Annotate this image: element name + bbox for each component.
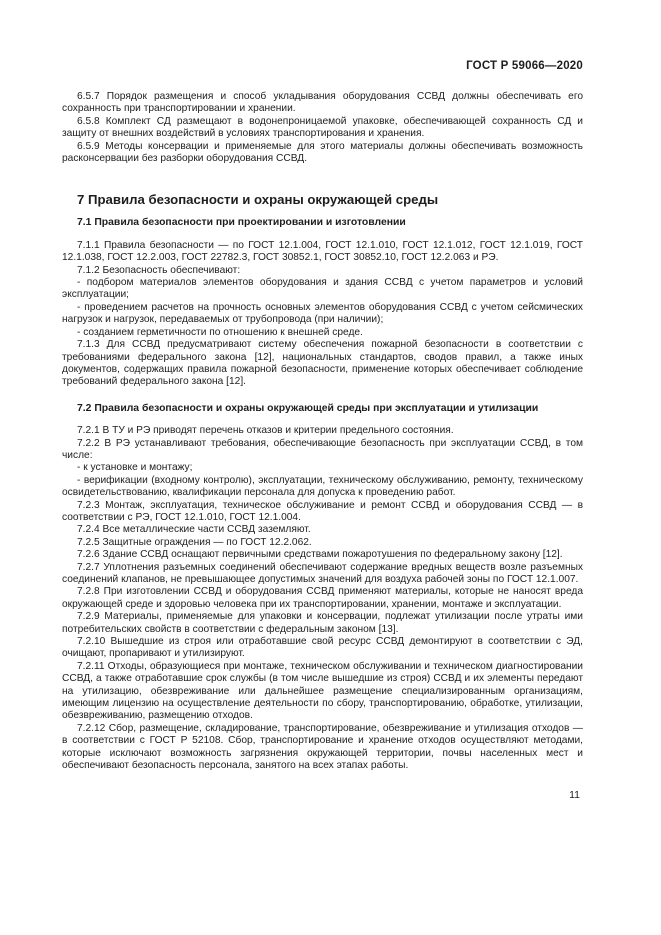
list-item: - проведением расчетов на прочность основных элементов оборудования ССВД с учетом сейсмических нагрузок и нагрузок, передаваемых от трубопровода (при наличии); — [62, 301, 583, 326]
paragraph-7-2-12: 7.2.12 Сбор, размещение, складирование, транспортирование, обезвреживание и утилизация отходов — в соответствии с ГОСТ Р 52108. Сбор, транспортирование и хранение отходов осуществляют методами, которые исключают возможность загрязнения окружающей территории, почвы населенных мест и обеспечивают безопасность персонала, занятого на всех этапах работы. — [62, 722, 583, 772]
paragraph-6-5-7: 6.5.7 Порядок размещения и способ укладывания оборудования ССВД должны обеспечивать его сохранность при транспортировании и хранении. — [62, 91, 583, 115]
standard-number: ГОСТ Р 59066—2020 — [466, 60, 583, 72]
paragraph-7-2-5: 7.2.5 Защитные ограждения — по ГОСТ 12.2.062. — [77, 536, 312, 548]
body-text — [62, 91, 583, 773]
paragraph-6-5-9: 6.5.9 Методы консервации и применяемые для этого материалы должны обеспечивать возможность расконсервации без разборки оборудования ССВД. — [62, 140, 583, 165]
paragraph-6-5-8: 6.5.8 Комплект СД размещают в водонепроницаемой упаковке, обеспечивающей сохранность СД и защиту от внешних воздействий в условиях транспортирования и хранения. — [62, 115, 583, 140]
paragraph-7-2-6: 7.2.6 Здание ССВД оснащают первичными средствами пожаротушения по федеральному закону [12]. — [77, 549, 563, 561]
paragraph-7-2-9: 7.2.9 Материалы, применяемые для упаковки и консервации, подлежат утилизации после утраты ими потребительских свойств в соответствии с федеральным законом [13]. — [62, 611, 583, 635]
paragraph-7-2-11: 7.2.11 Отходы, образующиеся при монтаже, техническом обслуживании и техническом диагностировании ССВД, а также отработавшие срок службы (в том числе вышедшие из строя) ССВД и их элементы передают на утилизацию, обезвреживание или дальнейшее размещение специализированным организациям, имеющим лицензию на осуществление деятельности по сбору, транспортированию, обработке, утилизации, обезвреживанию, размещению отходов. — [62, 660, 583, 722]
page-number: 11 — [569, 789, 580, 801]
paragraph-7-2-4: 7.2.4 Все металлические части ССВД заземляют. — [77, 524, 311, 536]
paragraph-7-2-10: 7.2.10 Вышедшие из строя или отработавшие свой ресурс ССВД демонтируют в соответствии с ЭД, очищают, пропаривают и утилизируют. — [62, 636, 583, 660]
list-item: - к установке и монтажу; — [77, 462, 193, 474]
subsection-7-2-heading: 7.2 Правила безопасности и охраны окружающей среды при эксплуатации и утилизации — [77, 402, 539, 414]
section-7-heading: 7 Правила безопасности и охраны окружающей среды — [77, 192, 439, 208]
paragraph-7-2-2: 7.2.2 В РЭ устанавливают требования, обеспечивающие безопасность при эксплуатации ССВД, в том числе: — [62, 437, 583, 461]
list-item: - созданием герметичности по отношению к внешней среде. — [77, 326, 363, 338]
paragraph-7-1-3: 7.1.3 Для ССВД предусматривают систему обеспечения пожарной безопасности в соответствии с требованиями федерального закона [12], национальных стандартов, сводов правил, а также иных документов, содержащих правила пожарной безопасности, применение которых обеспечивает соблюдение требований федерального закона [12]. — [62, 339, 583, 388]
paragraph-7-2-1: 7.2.1 В ТУ и РЭ приводят перечень отказов и критерии предельного состояния. — [77, 425, 454, 437]
subsection-7-1-heading: 7.1 Правила безопасности при проектировании и изготовлении — [77, 217, 406, 229]
list-item: - подбором материалов элементов оборудования и здания ССВД с учетом параметров и условий эксплуатации; — [62, 277, 583, 301]
paragraph-7-1-2: 7.1.2 Безопасность обеспечивают: — [77, 264, 241, 276]
paragraph-7-2-3: 7.2.3 Монтаж, эксплуатация, техническое обслуживание и ремонт ССВД и оборудования ССВД — в соответствии с РЭ, ГОСТ 12.1.010, ГОСТ 12.1.004. — [62, 499, 583, 523]
paragraph-7-1-1: 7.1.1 Правила безопасности — по ГОСТ 12.1.004, ГОСТ 12.1.010, ГОСТ 12.1.012, ГОСТ 12.1.019, ГОСТ 12.1.038, ГОСТ 12.2.003, ГОСТ 22782.3, ГОСТ 30852.1, ГОСТ 30852.10, ГОСТ 12.2.063 и РЭ. — [62, 239, 583, 264]
paragraph-7-2-8: 7.2.8 При изготовлении ССВД и оборудования ССВД применяют материалы, которые не наносят вреда окружающей среде и здоровью человека при их транспортировании, хранении, монтаже и эксплуатации. — [62, 586, 583, 610]
list-item: - верификации (входному контролю), эксплуатации, техническому обслуживанию, ремонту, техническому освидетельствованию, квалификации персонала для допуска к проведению работ. — [62, 474, 583, 499]
paragraph-7-2-7: 7.2.7 Уплотнения разъемных соединений обеспечивают содержание вредных веществ возле разъемных соединений клапанов, не превышающее допустимых значений для воздуха рабочей зоны по ГОСТ 12.1.007. — [62, 561, 583, 585]
